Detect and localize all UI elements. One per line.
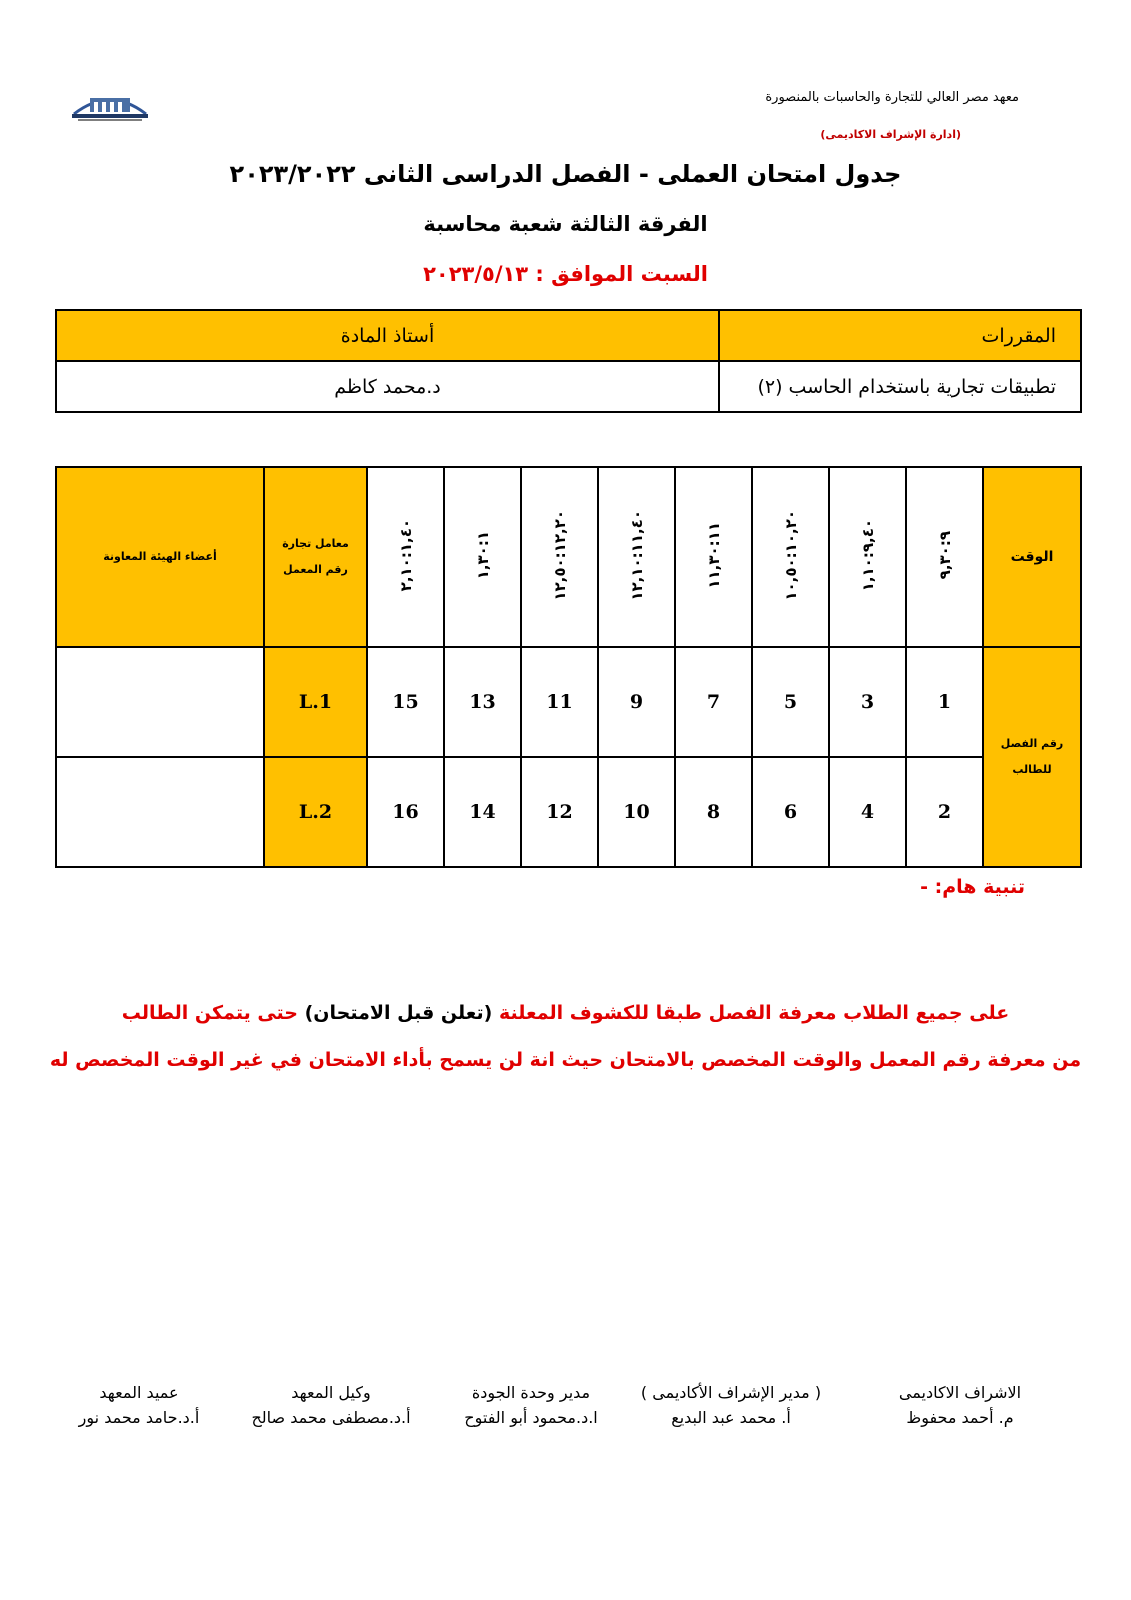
class-cell: 15 bbox=[367, 647, 444, 757]
schedule-table bbox=[55, 466, 1082, 868]
time-slot: ٩,٣٠:٩ bbox=[906, 467, 983, 647]
class-cell: 7 bbox=[675, 647, 752, 757]
group-title: الفرقة الثالثة شعبة محاسبة bbox=[423, 212, 708, 236]
exam-date: السبت الموافق : ٢٠٢٣/٥/١٣ bbox=[423, 262, 708, 286]
class-cell: 2 bbox=[906, 757, 983, 867]
teacher-name: د.محمد كاظم bbox=[56, 361, 719, 412]
time-slot: ١,١٠:٩,٤٠ bbox=[829, 467, 906, 647]
notice-line-2: من معرفة رقم المعمل والوقت المخصص بالامتحان حيث انة لن يسمح بأداء الامتحان في غير الوقت المخصص له bbox=[49, 1049, 1082, 1071]
signature-block: الاشراف الاكاديمى م. أحمد محفوظ bbox=[898, 1383, 1022, 1427]
lab-cell: L.1 bbox=[264, 647, 367, 757]
signature-block: ( مدير الإشراف الأكاديمى ) أ. محمد عبد البديع bbox=[640, 1383, 822, 1427]
time-slot: ١١,٣٠:١١ bbox=[675, 467, 752, 647]
class-cell: 6 bbox=[752, 757, 829, 867]
class-cell: 13 bbox=[444, 647, 521, 757]
time-slot: ١٢,٥٠:١٢,٢٠ bbox=[521, 467, 598, 647]
class-cell: 11 bbox=[521, 647, 598, 757]
class-cell: 4 bbox=[829, 757, 906, 867]
signature-block: وكيل المعهد أ.د.مصطفى محمد صالح bbox=[251, 1383, 411, 1427]
page-title: جدول امتحان العملى - الفصل الدراسى الثانى ٢٠٢٣/٢٠٢٢ bbox=[229, 160, 902, 188]
signature-block: عميد المعهد أ.د.حامد محمد نور bbox=[78, 1383, 200, 1427]
signature-block: مدير وحدة الجودة ا.د.محمود أبو الفتوح bbox=[464, 1383, 598, 1427]
courses-header: المقررات bbox=[719, 310, 1081, 361]
time-slot: ١٢,١٠:١١,٤٠ bbox=[598, 467, 675, 647]
course-name: تطبيقات تجارية باستخدام الحاسب (٢) bbox=[719, 361, 1081, 412]
class-cell: 1 bbox=[906, 647, 983, 757]
staff-header: أعضاء الهيئة المعاونة bbox=[56, 467, 264, 647]
time-slot: ٢,١٠:١,٤٠ bbox=[367, 467, 444, 647]
class-cell: 10 bbox=[598, 757, 675, 867]
staff-cell bbox=[56, 757, 264, 867]
class-number-label: رقم الفصل للطالب bbox=[983, 647, 1081, 867]
time-slot: ١,٣٠:١ bbox=[444, 467, 521, 647]
class-cell: 8 bbox=[675, 757, 752, 867]
lab-cell: L.2 bbox=[264, 757, 367, 867]
course-table bbox=[55, 309, 1082, 413]
time-header: الوقت bbox=[983, 467, 1081, 647]
class-cell: 3 bbox=[829, 647, 906, 757]
class-cell: 9 bbox=[598, 647, 675, 757]
class-cell: 16 bbox=[367, 757, 444, 867]
class-cell: 14 bbox=[444, 757, 521, 867]
teacher-header: أستاذ المادة bbox=[56, 310, 719, 361]
class-cell: 12 bbox=[521, 757, 598, 867]
department-name: (ادارة الإشراف الاكاديمى) bbox=[820, 128, 961, 141]
institute-logo bbox=[68, 84, 152, 124]
lab-header: معامل تجارة رقم المعمل bbox=[264, 467, 367, 647]
time-slot: ١٠,٥٠:١٠,٢٠ bbox=[752, 467, 829, 647]
notice-line-1: على جميع الطلاب معرفة الفصل طبقا للكشوف المعلنة (تعلن قبل الامتحان) حتى يتمكن الطالب bbox=[121, 1002, 1010, 1024]
class-cell: 5 bbox=[752, 647, 829, 757]
notice-heading: تنبية هام: - bbox=[920, 876, 1025, 898]
staff-cell bbox=[56, 647, 264, 757]
institute-name: معهد مصر العالي للتجارة والحاسبات بالمنصورة bbox=[765, 90, 1019, 105]
